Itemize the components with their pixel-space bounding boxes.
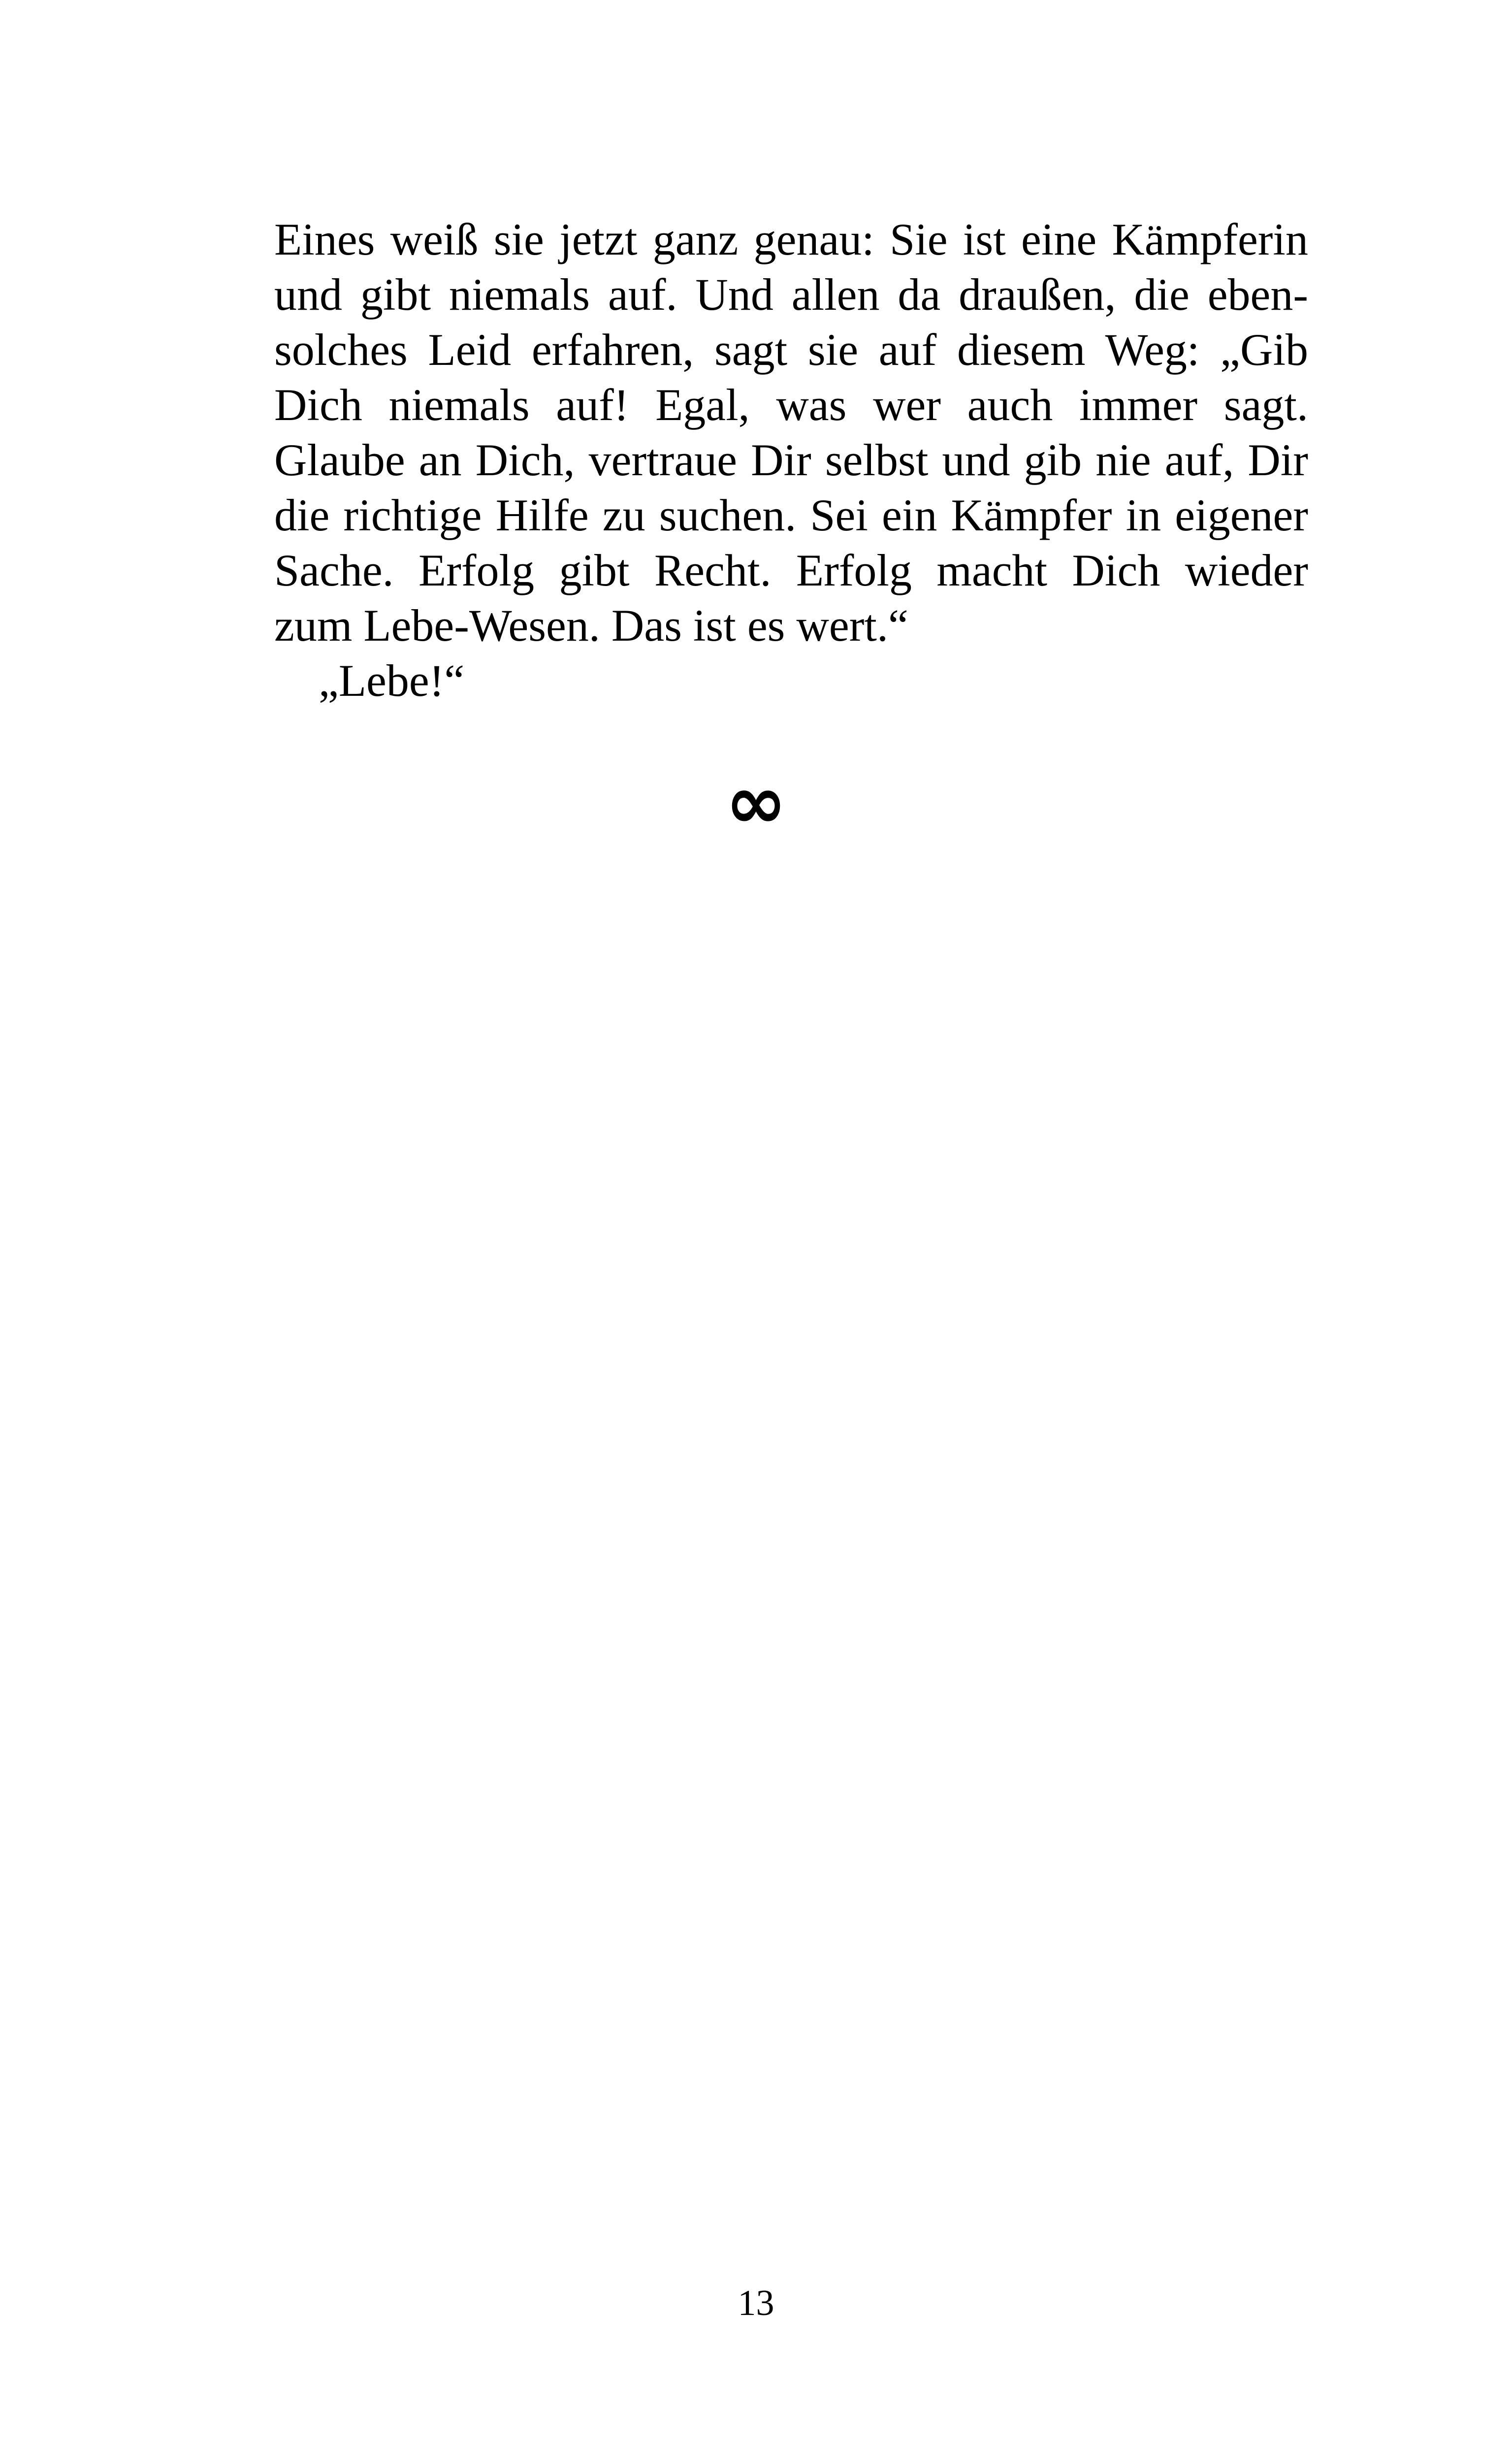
text-line: Sache. Erfolg gibt Recht. Erfolg macht Dich wieder	[274, 545, 1308, 595]
text-line: Eines weiß sie jetzt ganz genau: Sie ist eine Kämpferin	[274, 214, 1308, 264]
text-line: die richtige Hilfe zu suchen. Sei ein Kämpfer in eigener	[274, 490, 1308, 540]
body-text	[274, 212, 1308, 708]
text-line: zum Lebe-Wesen. Das ist es wert.“	[274, 600, 908, 651]
text-line: und gibt niemals auf. Und allen da draußen, die eben-	[274, 269, 1308, 320]
infinity-separator-icon: ∞	[725, 760, 787, 846]
text-line: solches Leid erfahren, sagt sie auf diesem Weg: „Gib	[274, 325, 1308, 375]
text-line: Dich niemals auf! Egal, was wer auch immer sagt.	[274, 380, 1308, 430]
text-line: Glaube an Dich, vertraue Dir selbst und gib nie auf, Dir	[274, 435, 1308, 485]
text-line-quote: „Lebe!“	[319, 655, 465, 706]
page-number: 13	[738, 2283, 774, 2323]
